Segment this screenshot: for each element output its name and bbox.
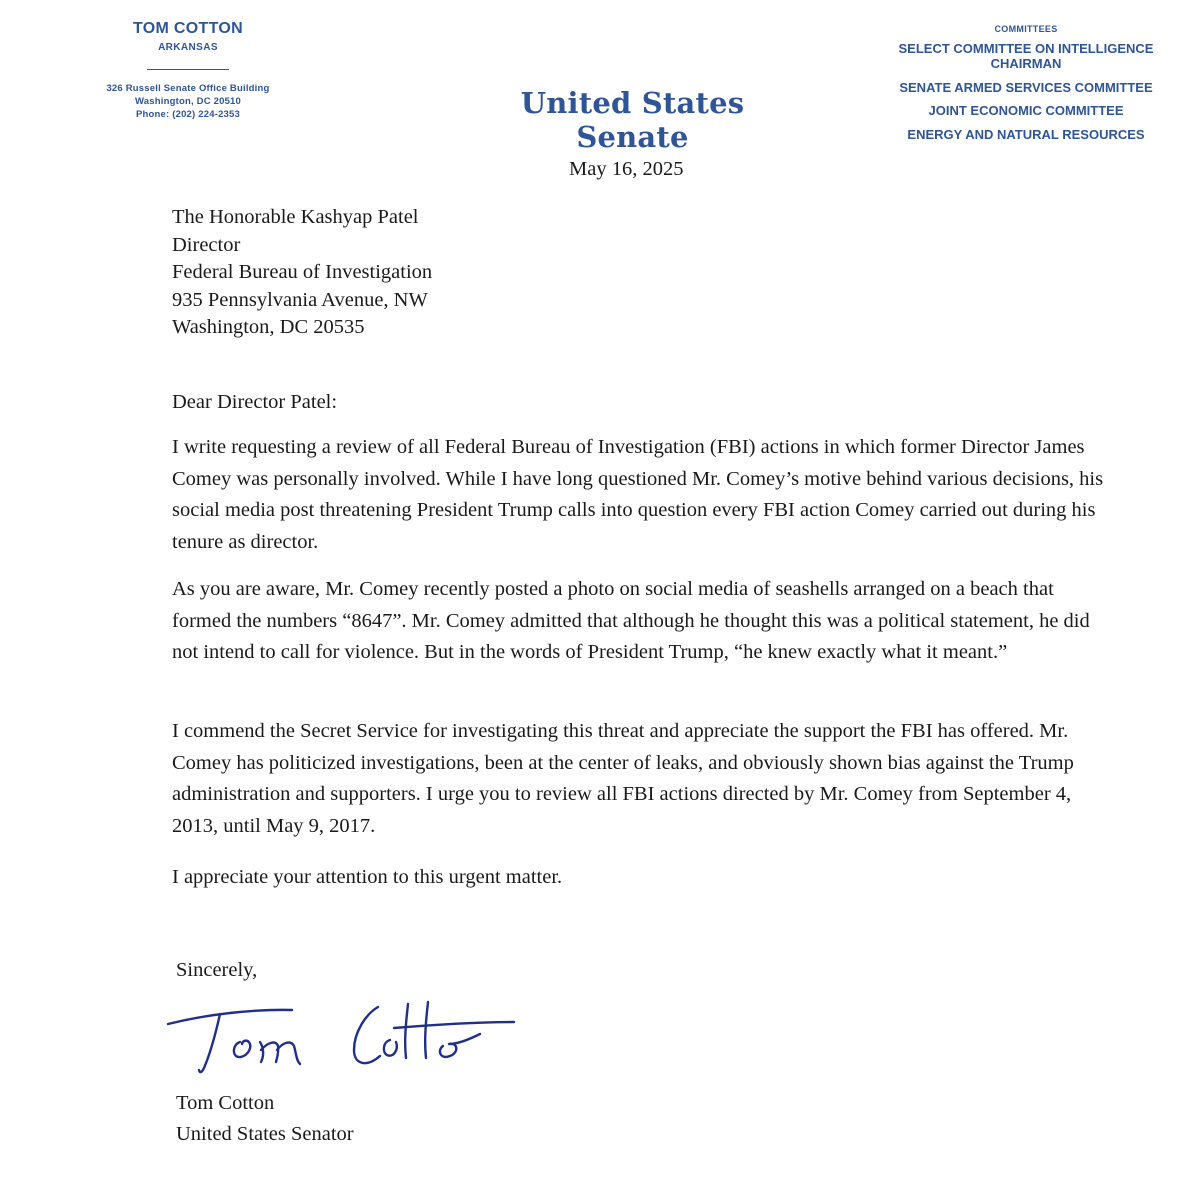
body-paragraph: As you are aware, Mr. Comey recently posted a photo on social media of seashells arranged on a beach that formed the numbers “8647”. Mr. Comey admitted that although he thought this was a political statement, he did not intend to call for violence. But in the words of President Trump, “he knew exactly what it meant.” (172, 578, 1090, 664)
recipient-line: The Honorable Kashyap Patel (172, 206, 419, 228)
handwritten-signature (160, 992, 540, 1084)
committee-item: SELECT COMMITTEE ON INTELLIGENCE CHAIRMAN (898, 40, 1154, 71)
recipient-line: Federal Bureau of Investigation (172, 261, 433, 284)
body-paragraph: I commend the Secret Service for investigating this threat and appreciate the support the FBI has offered. Mr. Comey has politicized investigations, been at the center of leaks, and obviously shown bias against the Trump administration and supporters. I urge you to review all FBI actions directed by Mr. Comey from September 4, 2013, until May 9, 2017. (172, 720, 1074, 837)
recipient-line: Director (172, 233, 241, 256)
senator-state: ARKANSAS (158, 42, 218, 53)
address-line: 326 Russell Senate Office Building (106, 83, 270, 94)
committee-item: JOINT ECONOMIC COMMITTEE (928, 103, 1124, 118)
letter-date: May 16, 2025 (569, 158, 684, 180)
letterhead-left (80, 20, 296, 121)
header-divider (147, 69, 229, 70)
committee-item: SENATE ARMED SERVICES COMMITTEE (899, 79, 1153, 95)
recipient-line: Washington, DC 20535 (172, 316, 365, 339)
address-line: Phone: (202) 224-2353 (136, 109, 240, 120)
signer-block (176, 1088, 354, 1150)
senator-name: TOM COTTON (133, 20, 243, 37)
body-paragraph: I write requesting a review of all Federal Bureau of Investigation (FBI) actions in which former Director James Comey was personally involved. While I have long questioned Mr. Comey’s motive behind various decisions, his social media post threatening President Trump calls into question every FBI action Comey carried out during his tenure as director. (172, 436, 1104, 553)
senate-title: United States Senate (520, 86, 745, 154)
recipient-line: 935 Pennsylvania Avenue, NW (172, 288, 428, 311)
body-paragraph: I appreciate your attention to this urgent matter. (172, 866, 563, 888)
address-line: Washington, DC 20510 (134, 96, 242, 107)
salutation: Dear Director Patel: (172, 391, 338, 413)
committee-item: ENERGY AND NATURAL RESOURCES (907, 126, 1145, 142)
signer-title: United States Senator (176, 1123, 354, 1145)
committees-label: COMMITTEES (994, 24, 1058, 34)
office-address (80, 82, 296, 121)
committees-list (890, 22, 1162, 150)
recipient-address (172, 204, 432, 342)
signer-name: Tom Cotton (176, 1092, 275, 1114)
closing: Sincerely, (176, 959, 258, 981)
